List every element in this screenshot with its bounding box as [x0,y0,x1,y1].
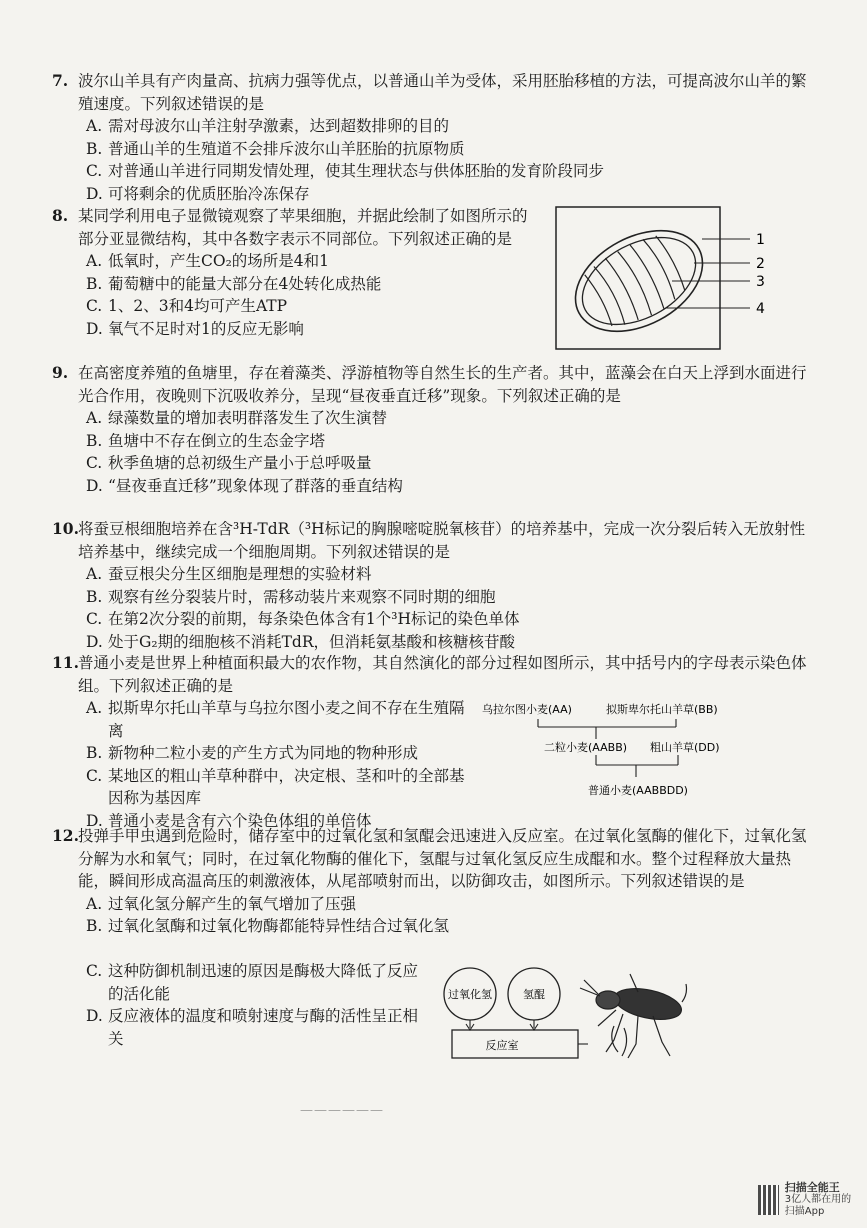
question-stem: 某同学利用电子显微镜观察了苹果细胞，并据此绘制了如图所示的部分亚显微结构，其中各数字表示不同部位。下列叙述正确的是 [78,207,528,248]
question-11-options [52,697,472,832]
question-stem: 投弹手甲虫遇到危险时，储存室中的过氧化氢和氢醌会迅速进入反应室。在过氧化氢酶的催化下，过氧化氢分解为水和氧气；同时，在过氧化物酶的催化下，氢醌与过氧化氢反应生成醌和水。整个过程释放大量热能，瞬间形成高温高压的刺激液体，从尾部喷射而出，以防御攻击，如图所示。下列叙述错误的是 [78,827,807,890]
option-d: D. 反应液体的温度和喷射速度与酶的活性呈正相关 [86,1007,419,1048]
question-8 [52,205,532,340]
reaction-chamber-label: 反应室 [485,1039,519,1052]
beetle-reaction-figure [438,966,688,1066]
page-footer: —————— [300,1103,384,1118]
option-d: D. 普通小麦是含有六个染色体组的单倍体 [86,811,372,830]
mitochondrion-figure [554,205,769,352]
cristae [582,231,690,334]
watermark-title: 扫描全能王 [784,1181,840,1194]
figure-label: 1 [756,232,765,248]
option-c: C. 1、2、3和4均可产生ATP [86,297,288,315]
question-stem: 波尔山羊具有产肉量高、抗病力强等优点，以普通山羊为受体，采用胚胎移植的方法，可提高波尔山羊的繁殖速度。下列叙述错误的是 [78,72,807,113]
option-a: A. 拟斯卑尔托山羊草与乌拉尔图小麦之间不存在生殖隔离 [86,699,465,740]
option-b: B. 葡萄糖中的能量大部分在4处转化成热能 [86,274,382,293]
scanner-watermark [758,1180,858,1220]
result-label: 普通小麦(AABBDD) [588,784,688,797]
option-d: D. 氧气不足时对1的反应无影响 [86,319,304,338]
parent-2-label: 拟斯卑尔托山羊草(BB) [606,703,718,716]
option-b: B. 普通山羊的生殖道不会排斥波尔山羊胚胎的抗原物质 [86,139,465,158]
option-a: A. 低氧时，产生CO₂的场所是4和1 [86,252,330,270]
option-b: B. 过氧化氢酶和过氧化物酶都能特异性结合过氧化氢 [86,917,450,935]
parent-1-label: 乌拉尔图小麦(AA) [482,703,572,716]
question-9 [52,362,820,497]
question-number: 10. [52,519,79,538]
intermediate-1-label: 二粒小麦(AABB) [544,741,628,754]
question-12 [52,825,820,938]
option-c: C. 秋季鱼塘的总初级生产量小于总呼吸量 [86,454,372,472]
question-7 [52,70,820,205]
option-b: B. 鱼塘中不存在倒立的生态金字塔 [86,431,326,450]
option-a: A. 蚕豆根尖分生区细胞是理想的实验材料 [86,565,372,583]
option-c: C. 在第2次分裂的前期，每条染色体含有1个³H标记的染色单体 [86,610,520,628]
option-a: A. 过氧化氢分解产生的氧气增加了压强 [86,894,357,913]
question-stem: 在高密度养殖的鱼塘里，存在着藻类、浮游植物等自然生长的生产者。其中，蓝藻会在白天上浮到水面进行光合作用，夜晚则下沉吸收养分，呈现“昼夜垂直迁移”现象。下列叙述正确的是 [78,364,807,405]
option-b: B. 新物种二粒小麦的产生方式为同地的物种形成 [86,744,419,762]
figure-label: 2 [756,256,765,272]
option-a: A. 绿藻数量的增加表明群落发生了次生演替 [86,409,388,427]
hydroquinone-label: 氢醌 [523,988,545,1001]
question-number: 12. [52,826,79,845]
question-number: 7. [52,71,69,90]
question-10 [52,518,820,653]
question-12-options [52,960,422,1050]
option-d: D. “昼夜垂直迁移”现象体现了群落的垂直结构 [86,476,403,495]
wheat-evolution-figure [478,697,783,807]
figure-label: 3 [756,274,765,290]
beetle-illustration [580,974,687,1058]
question-number: 9. [52,363,69,382]
option-b: B. 观察有丝分裂装片时，需移动装片来观察不同时期的细胞 [86,587,496,606]
question-stem: 普通小麦是世界上种植面积最大的农作物，其自然演化的部分过程如图所示，其中括号内的字母表示染色体组。下列叙述正确的是 [78,654,807,695]
question-stem: 将蚕豆根细胞培养在含³H-TdR（³H标记的胸腺嘧啶脱氧核苷）的培养基中，完成一次分裂后转入无放射性培养基中，继续完成一个细胞周期。下列叙述错误的是 [78,520,806,561]
qr-code-icon [758,1185,779,1215]
hydrogen-peroxide-label: 过氧化氢 [448,988,492,1001]
option-a: A. 需对母波尔山羊注射孕激素，达到超数排卵的目的 [86,117,450,135]
intermediate-2-label: 粗山羊草(DD) [650,741,720,754]
option-c: C. 某地区的粗山羊草种群中，决定根、茎和叶的全部基因称为基因库 [86,766,465,807]
question-11 [52,652,820,697]
option-d: D. 处于G₂期的细胞核不消耗TdR，但消耗氨基酸和核糖核苷酸 [86,632,516,651]
option-d: D. 可将剩余的优质胚胎冷冻保存 [86,184,310,203]
option-c: C. 这种防御机制迅速的原因是酶极大降低了反应的活化能 [86,962,419,1003]
figure-label: 4 [756,301,765,317]
option-c: C. 对普通山羊进行同期发情处理，使其生理状态与供体胚胎的发育阶段同步 [86,162,605,180]
question-number: 11. [52,653,79,672]
question-number: 8. [52,206,69,225]
watermark-subtitle: 3亿人都在用的扫描App [784,1194,852,1217]
